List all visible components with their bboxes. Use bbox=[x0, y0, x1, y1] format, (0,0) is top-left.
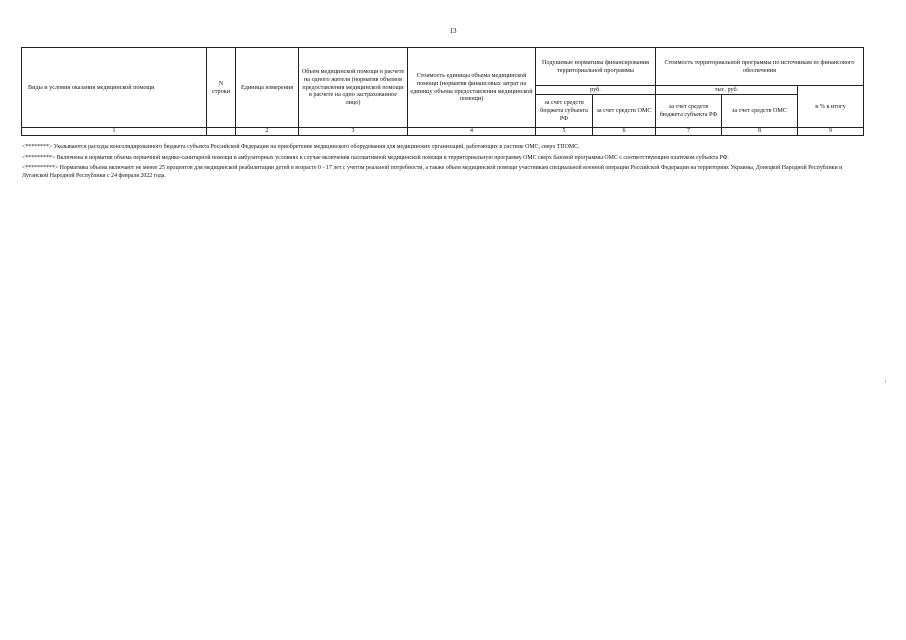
header-norms-unit: руб. bbox=[536, 86, 656, 95]
column-number-4: 4 bbox=[408, 128, 536, 136]
column-number-1: 1 bbox=[22, 128, 207, 136]
header-unit-cost: Стоимость единицы объема медицинской помощи (норматив финансовых затрат на единицу объема предоставления медицинской помощи) bbox=[408, 48, 536, 128]
footnotes bbox=[22, 144, 867, 183]
column-number-row bbox=[22, 128, 864, 136]
header-cost-unit: тыс. руб. bbox=[656, 86, 798, 95]
header-volume: Объем медицинской помощи в расчете на одного жителя (норматив объемов предоставления медицинской помощи в расчете на одно застрахованное лицо) bbox=[299, 48, 408, 128]
column-number-7: 7 bbox=[656, 128, 722, 136]
column-number-2: 2 bbox=[236, 128, 299, 136]
financing-table bbox=[21, 47, 864, 136]
column-number-1b bbox=[207, 128, 236, 136]
page-number: 13 bbox=[449, 27, 457, 35]
header-kinds: Виды и условия оказания медицинской помощи bbox=[22, 48, 207, 128]
column-number-3: 3 bbox=[299, 128, 408, 136]
column-number-9: 9 bbox=[798, 128, 864, 136]
header-cost-percent: в % к итогу bbox=[798, 86, 864, 128]
footnote-9-stars: <*********> Включены в норматив объема первичной медико-санитарной помощи в амбулаторных условиях в случае включения паллиативной медицинской помощи в территориальную программу ОМС сверх базовой программы ОМС с соответствующим платежом субъекта РФ. bbox=[22, 154, 729, 161]
header-cost-oms: за счет средств ОМС bbox=[722, 95, 798, 128]
scan-mark bbox=[885, 380, 886, 383]
header-norms-budget: за счет средств бюджета субъекта РФ bbox=[536, 95, 593, 128]
footnote-10-stars: <**********> Нормативы объема включают не менее 25 процентов для медицинской реабилитации детей в возрасте 0 - 17 лет с учетом реальной потребности, а также объем медицинской помощи участникам специальной военной операции Российской Федерации на территориях Украины, Донецкой Народной Республики и Луганской Народной Республики с 24 февраля 2022 года. bbox=[22, 165, 843, 179]
column-number-5: 5 bbox=[536, 128, 593, 136]
column-number-6: 6 bbox=[593, 128, 656, 136]
header-unit: Единица измерения bbox=[236, 48, 299, 128]
header-group-cost: Стоимость территориальной программы по источникам ее финансового обеспечения bbox=[656, 48, 864, 86]
header-group-norms: Подушевые нормативы финансирования территориальной программы bbox=[536, 48, 656, 86]
header-row-no: N строки bbox=[207, 48, 236, 128]
header-norms-oms: за счет средств ОМС bbox=[593, 95, 656, 128]
footnote-8-stars: <********> Указываются расходы консолидированного бюджета субъекта Российской Федерации на приобретение медицинского оборудования для медицинских организаций, работающих в системе ОМС, сверх ТПОМС. bbox=[22, 144, 580, 150]
header-cost-budget: за счет средств бюджета субъекта РФ bbox=[656, 95, 722, 128]
column-number-8: 8 bbox=[722, 128, 798, 136]
